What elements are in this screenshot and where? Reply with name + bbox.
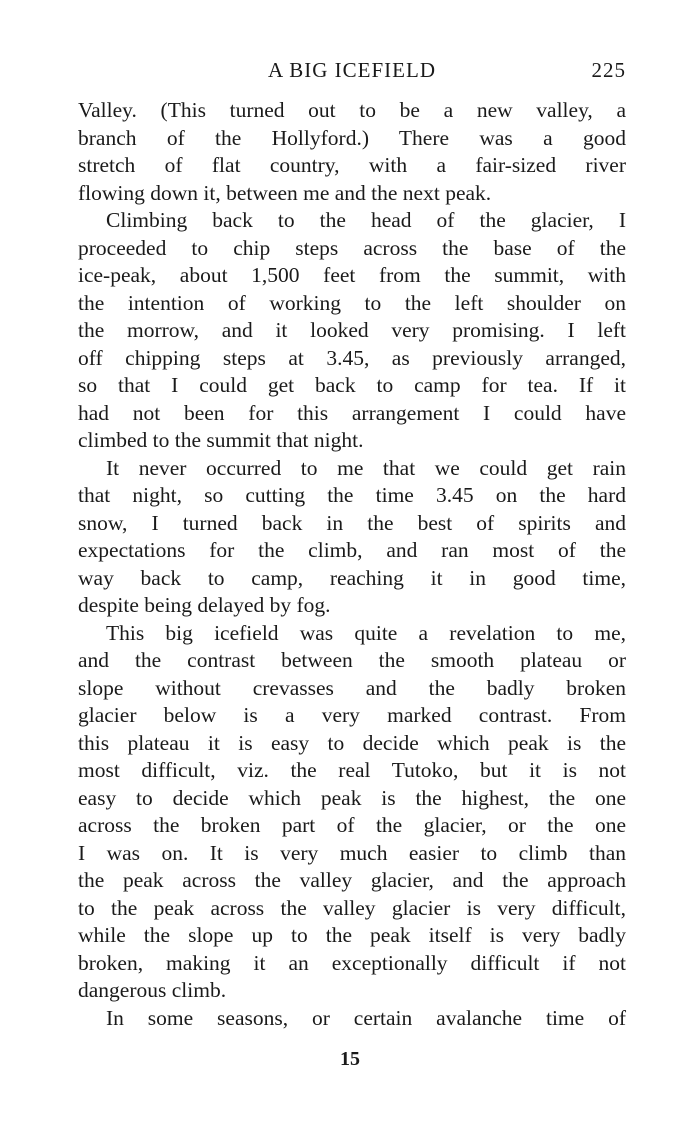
paragraph: [78, 455, 626, 620]
text-line: the intention of working to the left shoulder on: [78, 290, 626, 315]
page-number: 225: [591, 58, 626, 82]
paragraph: [78, 620, 626, 1005]
text-line: flowing down it, between me and the next peak.: [78, 180, 492, 205]
text-line: In some seasons, or certain avalanche time of: [106, 1005, 626, 1030]
running-title: A BIG ICEFIELD: [268, 58, 436, 82]
text-line: It never occurred to me that we could get rain: [106, 455, 626, 480]
paragraph: [78, 207, 626, 455]
text-line: expectations for the climb, and ran most of the: [78, 538, 626, 562]
text-line: stretch of flat country, with a fair-sized river: [78, 153, 626, 177]
text-line: easy to decide which peak is the highest, the one: [78, 785, 626, 810]
text-line: snow, I turned back in the best of spirits and: [78, 510, 626, 535]
paragraph: [78, 1005, 626, 1033]
text-line: to the peak across the valley glacier is very difficult,: [78, 895, 626, 920]
signature-mark: 15: [340, 1048, 360, 1070]
text-line: most difficult, viz. the real Tutoko, but it is not: [78, 758, 626, 782]
text-line: while the slope up to the peak itself is very badly: [78, 923, 626, 947]
text-line: ice-peak, about 1,500 feet from the summit, with: [78, 263, 626, 287]
text-line: broken, making it an exceptionally difficult if not: [78, 950, 626, 975]
text-line: had not been for this arrangement I could have: [78, 400, 626, 425]
text-line: across the broken part of the glacier, or the one: [78, 813, 626, 837]
text-line: way back to camp, reaching it in good time,: [78, 565, 626, 590]
paragraph: [78, 97, 626, 207]
text-line: the peak across the valley glacier, and the approach: [78, 868, 626, 892]
text-line: that night, so cutting the time 3.45 on the hard: [78, 483, 626, 507]
running-head: [78, 58, 626, 88]
text-line: branch of the Hollyford.) There was a good: [78, 125, 626, 150]
text-line: the morrow, and it looked very promising. I left: [78, 318, 626, 342]
text-line: climbed to the summit that night.: [78, 428, 364, 452]
text-line: This big icefield was quite a revelation to me,: [106, 620, 626, 645]
text-line: Climbing back to the head of the glacier, I: [106, 208, 626, 232]
text-line: off chipping steps at 3.45, as previously arranged,: [78, 345, 626, 370]
body-text: [78, 97, 626, 1032]
text-line: this plateau it is easy to decide which peak is the: [78, 730, 626, 755]
text-line: Valley. (This turned out to be a new valley, a: [78, 98, 626, 122]
text-line: proceeded to chip steps across the base of the: [78, 235, 626, 260]
text-line: dangerous climb.: [78, 978, 227, 1002]
text-line: glacier below is a very marked contrast. From: [78, 703, 626, 727]
text-line: and the contrast between the smooth plateau or: [78, 648, 626, 672]
text-line: I was on. It is very much easier to climb than: [78, 840, 626, 865]
text-line: so that I could get back to camp for tea. If it: [78, 373, 626, 397]
text-line: slope without crevasses and the badly broken: [78, 675, 626, 700]
text-line: despite being delayed by fog.: [78, 593, 331, 617]
